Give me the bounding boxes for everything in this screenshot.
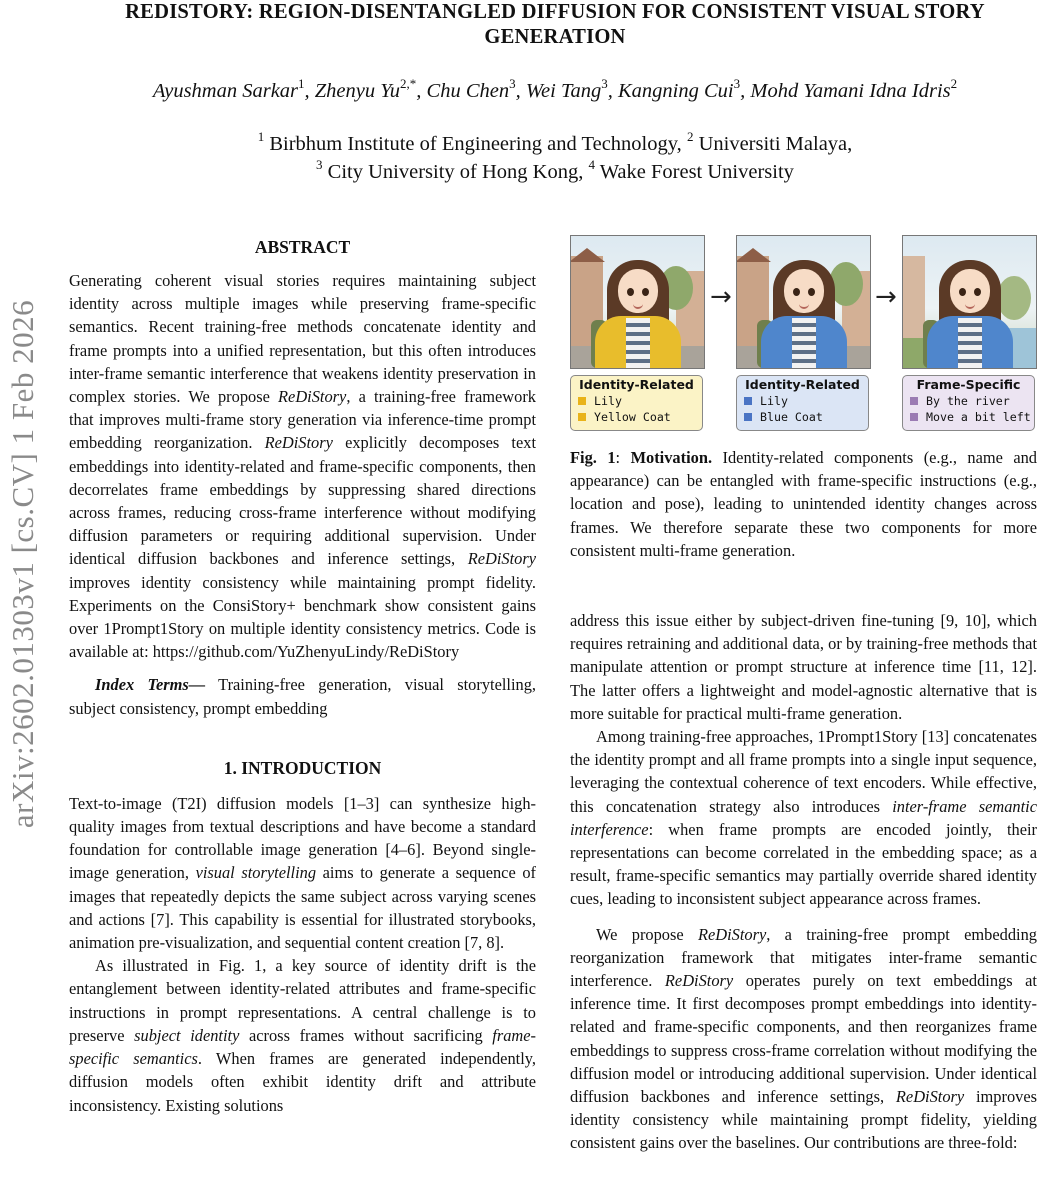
blue-square-icon bbox=[744, 413, 752, 421]
arrow-icon: → bbox=[710, 282, 732, 312]
story-frame-3-image bbox=[902, 235, 1037, 369]
story-frame-2-image bbox=[736, 235, 871, 369]
intro-paragraph-5: We propose ReDiStory, a training-free prompt embedding reorganization framework that mitigates inter-frame semantic interference. ReDiStory operates purely on text embeddings at inference time. It first decomposes prompt embeddings into identity-related and frame-specific components, and then reorganizes frame embeddings to suppress cross-frame correlation without modifying the diffusion model or introducing additional supervision. Under identical diffusion backbones and inference settings, ReDiStory improves identity consistency while maintaining prompt fidelity, yielding consistent gains over the baselines. Our contributions are three-fold: bbox=[570, 924, 1037, 1153]
legend-identity-related-1: Identity-Related Lily Yellow Coat bbox=[570, 375, 703, 431]
legend-identity-related-2: Identity-Related Lily Blue Coat bbox=[736, 375, 869, 431]
author-2: Zhenyu $Yu^{2,*}$, bbox=[314, 76, 427, 102]
abstract-heading: ABSTRACT bbox=[254, 237, 351, 257]
yellow-square-icon bbox=[578, 413, 586, 421]
intro-paragraph-1: Text-to-image (T2I) diffusion models [1–3] can synthesize high-quality images from textual descriptions and have become a standard foundation for controllable image generation [4–6]. Beyond single-image generation, visual storytelling aims to generate a sequence of images that repeatedly depicts the same subject across varying scenes and actions [7]. This capability is essential for illustrated storybooks, animation pre-visualization, and sequential content creation [7, 8]. bbox=[69, 793, 536, 953]
author-4: Wei Tang$^3$, bbox=[525, 76, 618, 102]
affiliation-line-2: $^3$ City University of Hong Kong, $^4$ Wake Forest University bbox=[316, 157, 794, 183]
affiliation-line-1: $^1$ Birbhum Institute of Engineering and Technology, $^2$ Universiti Malaya, bbox=[257, 129, 853, 155]
affiliations bbox=[60, 130, 1037, 186]
arxiv-identifier: arXiv:2602.01303v1 [cs.CV] 1 Feb 2026 bbox=[5, 299, 40, 829]
legend-frame-specific: Frame-Specific By the river Move a bit left bbox=[902, 375, 1035, 431]
author-6: Mohd Yamani Idna Idris$^2$ bbox=[750, 76, 958, 102]
story-frame-1-image bbox=[570, 235, 705, 369]
author-1: Ayushman Sarkar$^1$, bbox=[152, 76, 315, 102]
introduction-heading: 1. INTRODUCTION bbox=[223, 757, 382, 778]
purple-square-icon bbox=[910, 413, 918, 421]
intro-paragraph-4: Among training-free approaches, 1Prompt1Story [13] concatenates the identity prompt and all frame prompts into a single input sequence, leveraging the contextual coherence of text encoders. While effective, this concatenation strategy also introduces inter-frame semantic interference: when frame prompts are encoded jointly, their representations can become correlated in the embedding space; as a result, frame-specific semantics may partially override shared identity cues, leading to inconsistent subject appearance across frames. bbox=[570, 727, 1037, 909]
author-5: Kangning Cui$^3$, bbox=[618, 76, 751, 102]
purple-square-icon bbox=[910, 397, 918, 405]
yellow-square-icon bbox=[578, 397, 586, 405]
blue-square-icon bbox=[744, 397, 752, 405]
author-list bbox=[60, 77, 1037, 105]
left-column bbox=[69, 234, 536, 1117]
intro-paragraph-3: address this issue either by subject-driven fine-tuning [9, 10], which requires retraining and additional data, or by training-free methods that manipulate attention or prompt structure at inference time [11, 12]. The latter offers a lightweight and model-agnostic alternative that is more suitable for practical multi-frame generation. bbox=[570, 611, 1037, 723]
author-3: Chu Chen$^3$, bbox=[426, 76, 526, 102]
figure-caption: Fig. 1: Motivation. Identity-related components (e.g., name and appearance) can be entangled with frame-specific instructions (e.g., location and pose), leading to unintended identity changes across frames. We therefore separate these two components for more consistent multi-frame generation. bbox=[570, 448, 1037, 560]
arrow-icon: → bbox=[875, 282, 897, 312]
index-terms: Index Terms— Training-free generation, visual storytelling, subject consistency, prompt embedding bbox=[69, 675, 537, 718]
right-column bbox=[570, 234, 1037, 1155]
paper-title: REDISTORY: REGION-DISENTANGLED DIFFUSION FOR CONSISTENT VISUAL STORY GENERATION bbox=[125, 1, 985, 48]
figure-1 bbox=[570, 234, 1037, 434]
abstract-text: Generating coherent visual stories requires maintaining subject identity across multiple images while preserving frame-specific semantics. Recent training-free methods concatenate identity and frame prompts into a unified representation, but this often introduces inter-frame semantic interference that weakens identity preservation in complex stories. We propose ReDiStory, a training-free framework that improves multi-frame story generation via inference-time prompt embedding reorganization. ReDiStory explicitly decomposes text embeddings into identity-related and frame-specific components, then decorrelates frame embeddings by suppressing shared directions across frames, reducing cross-frame interference without modifying diffusion parameters or requiring additional supervision. Under identical diffusion backbones and inference settings, ReDiStory improves identity consistency while maintaining prompt fidelity. Experiments on the ConsiStory+ benchmark show consistent gains over 1Prompt1Story on multiple identity consistency metrics. Code is available at: https://github.com/YuZhenyuLindy/ReDiStory bbox=[69, 271, 537, 662]
intro-paragraph-2: As illustrated in Fig. 1, a key source of identity drift is the entanglement between identity-related attributes and frame-specific instructions in prompt representations. A central challenge is to preserve subject identity across frames without sacrificing frame-specific semantics. When frames are generated independently, diffusion models often exhibit identity drift and attribute inconsistency. Existing solutions bbox=[69, 956, 536, 1115]
